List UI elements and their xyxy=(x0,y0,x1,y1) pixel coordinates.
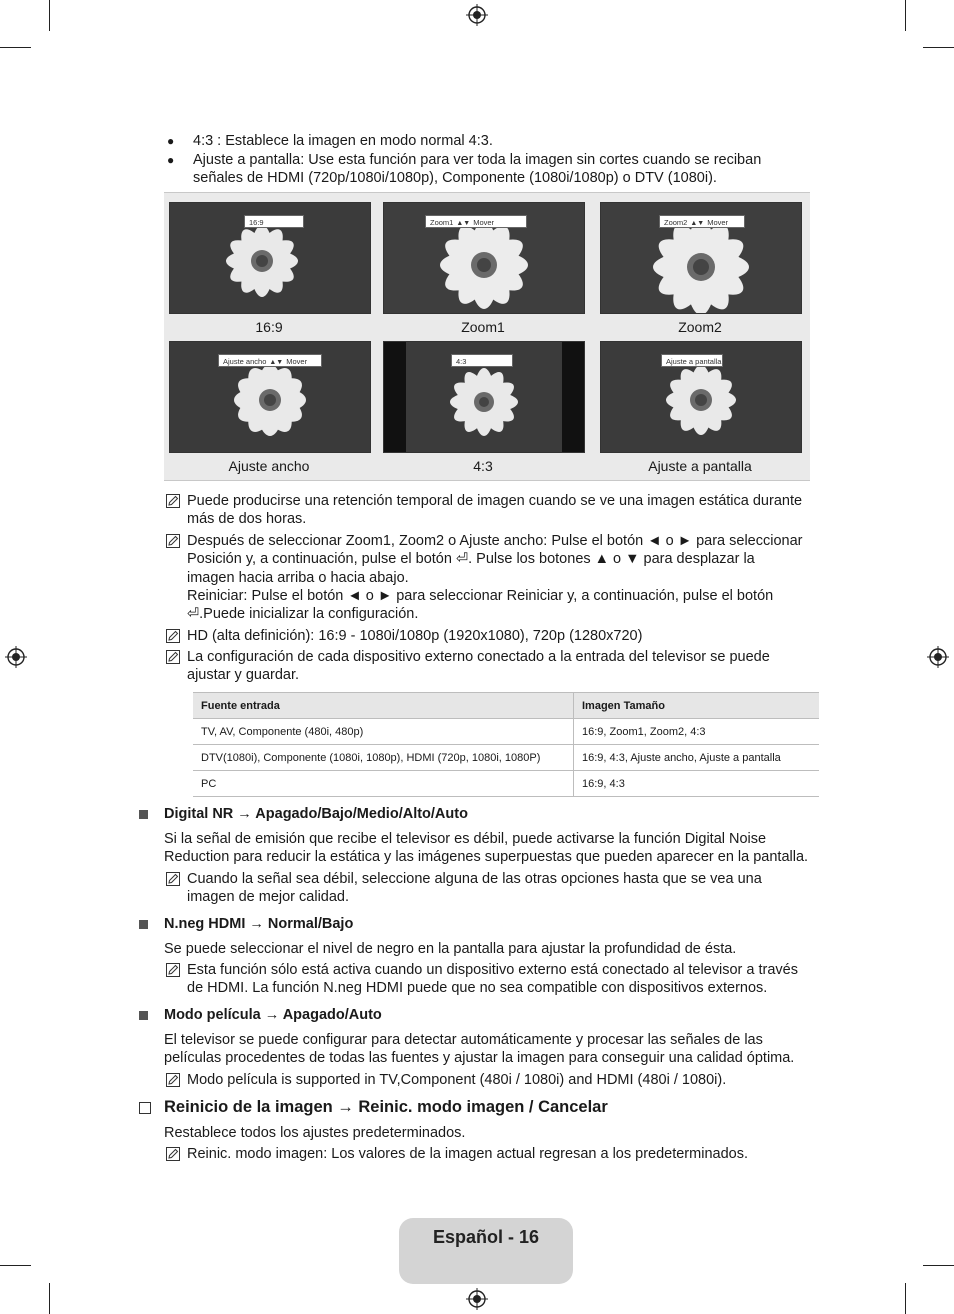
crop-mark xyxy=(49,1283,50,1314)
section-square-icon xyxy=(139,810,148,819)
note-pencil-icon xyxy=(166,534,180,548)
panel-caption: 4:3 xyxy=(473,458,493,474)
section-body: Restablece todos los ajustes predeterminados. xyxy=(164,1125,466,1141)
bullet-dot: ● xyxy=(167,134,175,148)
osd-label: 4:3 xyxy=(451,354,513,367)
table-cell: 16:9, 4:3, Ajuste ancho, Ajuste a pantalla xyxy=(574,745,820,771)
crop-mark xyxy=(49,0,50,31)
note-text: Puede producirse una retención temporal de imagen cuando se ve una imagen estática durante más de dos horas. xyxy=(187,493,803,528)
osd-label: Zoom2 ▲▼ Mover xyxy=(659,215,745,228)
bullet-text: 4:3 : Establece la imagen en modo normal 4:3. xyxy=(193,133,493,149)
osd-label: 16:9 xyxy=(244,215,304,228)
section-square-icon xyxy=(139,920,148,929)
osd-label: Ajuste a pantalla xyxy=(661,354,723,367)
up-down-arrow-icon: ▲▼ xyxy=(690,220,705,227)
table-row xyxy=(193,771,819,797)
section-body: El televisor se puede configurar para detectar automáticamente y procesar las señales de las películas procedentes de todas las fuentes y ajustar la imagen para conseguir una calidad óptima. xyxy=(164,1032,795,1067)
panel-caption: Ajuste ancho xyxy=(228,458,310,474)
registration-mark-icon xyxy=(927,646,949,668)
section-title: N.neg HDMI → Normal/Bajo xyxy=(164,916,354,932)
bullet-dot: ● xyxy=(167,153,175,167)
section-title: Modo película → Apagado/Auto xyxy=(164,1007,382,1023)
screen-panel-ajuste-ancho xyxy=(169,341,371,453)
bullet-text: Ajuste a pantalla: Use esta función para ver toda la imagen sin cortes cuando se reciban xyxy=(193,152,762,168)
crop-mark xyxy=(0,1265,31,1266)
page-number-tab xyxy=(399,1218,573,1284)
table-cell: 16:9, Zoom1, Zoom2, 4:3 xyxy=(574,719,820,745)
note-pencil-icon xyxy=(166,1073,180,1087)
screen-panel-zoom1 xyxy=(383,202,585,314)
screen-panel-16-9 xyxy=(169,202,371,314)
table-cell: TV, AV, Componente (480i, 480p) xyxy=(193,719,574,745)
note-pencil-icon xyxy=(166,1147,180,1161)
checkbox-square-icon xyxy=(139,1102,151,1114)
input-size-table xyxy=(193,692,819,797)
section-body: Si la señal de emisión que recibe el televisor es débil, puede activarse la función Digital Noise Reduction para reducir la estática y las imágenes superpuestas que pueden aparecer en la pantalla. xyxy=(164,831,809,866)
panel-caption: 16:9 xyxy=(255,319,283,335)
crop-mark xyxy=(923,47,954,48)
table-header-row xyxy=(193,693,819,719)
crop-mark xyxy=(0,47,31,48)
note-text: Modo película is supported in TV,Component (480i / 1080i) and HDMI (480i / 1080i). xyxy=(187,1072,727,1088)
page-number: Español - 16 xyxy=(432,1227,540,1247)
note-text: Reinic. modo imagen: Los valores de la imagen actual regresan a los predeterminados. xyxy=(187,1146,748,1162)
note-text: HD (alta definición): 16:9 - 1080i/1080p (1920x1080), 720p (1280x720) xyxy=(187,628,643,644)
bullet-text: señales de HDMI (720p/1080i/1080p), Componente (1080i/1080p) o DTV (1080i). xyxy=(193,170,717,186)
panel-caption: Ajuste a pantalla xyxy=(648,458,752,474)
note-pencil-icon xyxy=(166,650,180,664)
note-text: Cuando la señal sea débil, seleccione alguna de las otras opciones hasta que se vea una imagen de mejor calidad. xyxy=(187,871,762,906)
screen-panel-ajuste-pantalla xyxy=(600,341,802,453)
crop-mark xyxy=(923,1265,954,1266)
note-text: La configuración de cada dispositivo externo conectado a la entrada del televisor se puede ajustar y guardar. xyxy=(187,649,770,684)
table-row xyxy=(193,719,819,745)
crop-mark xyxy=(905,0,906,31)
registration-mark-icon xyxy=(5,646,27,668)
crop-mark xyxy=(905,1283,906,1314)
table-header: Fuente entrada xyxy=(193,693,574,719)
osd-label: Ajuste ancho ▲▼ Mover xyxy=(218,354,322,367)
note-pencil-icon xyxy=(166,963,180,977)
section-heading: Reinicio de la imagen → Reinic. modo imagen / Cancelar xyxy=(164,1098,608,1116)
note-text: Después de seleccionar Zoom1, Zoom2 o Ajuste ancho: Pulse el botón ◄ o ► para seleccionar Posición y, a continuación, pulse el botón ⏎. Pulse los botones ▲ o ▼ para desplazar la imagen hacia arriba o hacia abajo. Reiniciar: Pulse el botón ◄ o ► para seleccionar Reiniciar y, a continuación, pulse el botón ⏎.Puede inicializar la configuración. xyxy=(187,533,803,623)
section-title: Digital NR → Apagado/Bajo/Medio/Alto/Auto xyxy=(164,806,468,822)
screen-panel-4-3 xyxy=(383,341,585,453)
table-row xyxy=(193,745,819,771)
panel-caption: Zoom2 xyxy=(678,319,722,335)
registration-mark-icon xyxy=(466,1288,488,1310)
screen-mode-figure xyxy=(164,192,810,481)
table-cell: DTV(1080i), Componente (1080i, 1080p), HDMI (720p, 1080i, 1080P) xyxy=(193,745,574,771)
note-pencil-icon xyxy=(166,872,180,886)
up-down-arrow-icon: ▲▼ xyxy=(269,359,284,366)
section-body: Se puede seleccionar el nivel de negro en la pantalla para ajustar la profundidad de ésta. xyxy=(164,941,737,957)
up-down-arrow-icon: ▲▼ xyxy=(456,220,471,227)
screen-panel-zoom2 xyxy=(600,202,802,314)
table-header: Imagen Tamaño xyxy=(574,693,820,719)
section-square-icon xyxy=(139,1011,148,1020)
osd-label: Zoom1 ▲▼ Mover xyxy=(425,215,527,228)
panel-caption: Zoom1 xyxy=(461,319,505,335)
registration-mark-icon xyxy=(466,4,488,26)
note-pencil-icon xyxy=(166,629,180,643)
table-cell: 16:9, 4:3 xyxy=(574,771,820,797)
note-pencil-icon xyxy=(166,494,180,508)
note-text: Esta función sólo está activa cuando un dispositivo externo está conectado al televisor a través de HDMI. La función N.neg HDMI puede que no sea compatible con dispositivos externos. xyxy=(187,962,798,997)
table-cell: PC xyxy=(193,771,574,797)
